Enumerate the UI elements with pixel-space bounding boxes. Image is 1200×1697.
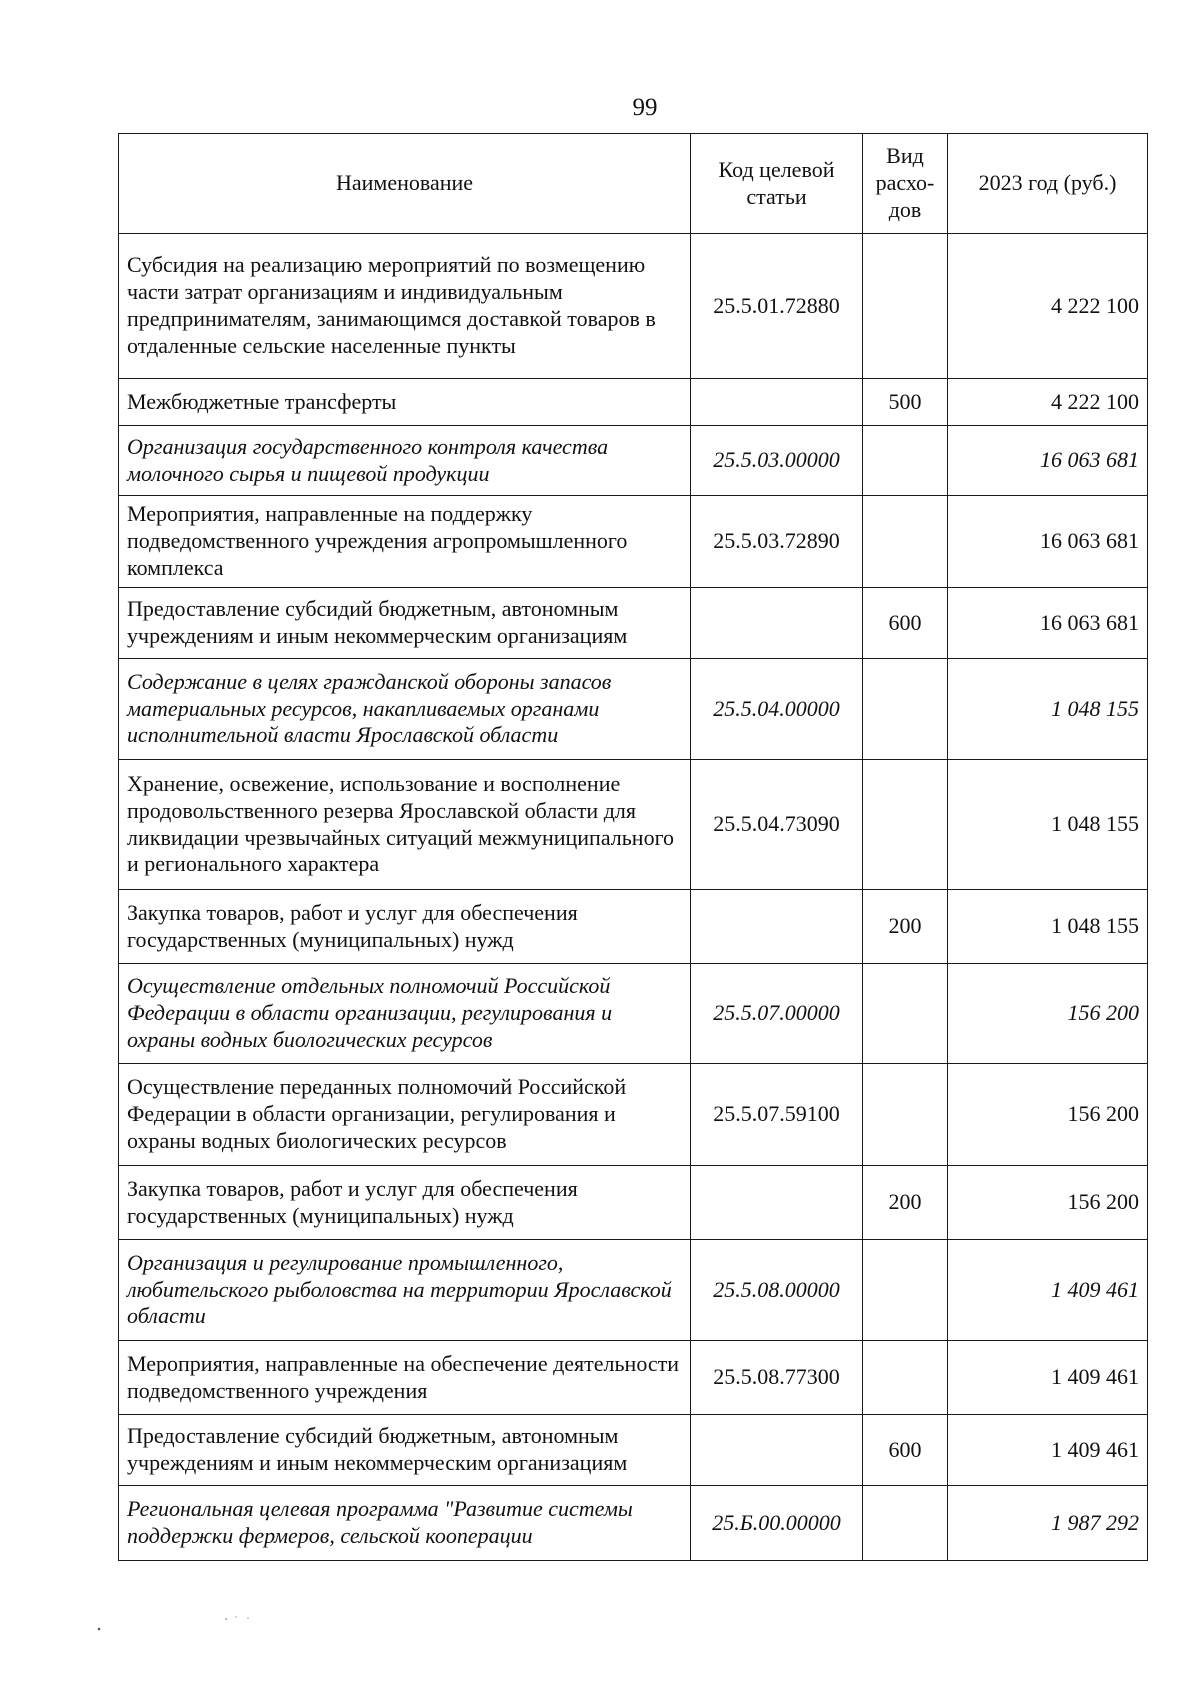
table-row bbox=[119, 1166, 1148, 1240]
header-sum: 2023 год (руб.) bbox=[948, 134, 1148, 234]
cell-name: Предоставление субсидий бюджетным, автономным учреждениям и иным некоммерческим организациям bbox=[119, 1415, 691, 1486]
cell-sum: 16 063 681 bbox=[948, 426, 1148, 496]
cell-name: Межбюджетные трансферты bbox=[119, 379, 691, 426]
cell-kind: 600 bbox=[863, 1415, 948, 1486]
cell-code: 25.5.08.77300 bbox=[691, 1341, 863, 1415]
cell-code bbox=[691, 1166, 863, 1240]
cell-kind bbox=[863, 659, 948, 760]
cell-code: 25.5.04.00000 bbox=[691, 659, 863, 760]
cell-kind bbox=[863, 496, 948, 588]
cell-kind bbox=[863, 1486, 948, 1561]
cell-sum: 156 200 bbox=[948, 964, 1148, 1064]
cell-code: 25.Б.00.00000 bbox=[691, 1486, 863, 1561]
cell-code: 25.5.08.00000 bbox=[691, 1240, 863, 1341]
table-row bbox=[119, 1064, 1148, 1166]
cell-kind: 600 bbox=[863, 588, 948, 659]
table-row bbox=[119, 1486, 1148, 1561]
header-name: Наименование bbox=[119, 134, 691, 234]
cell-sum: 156 200 bbox=[948, 1166, 1148, 1240]
header-code: Код целевой статьи bbox=[691, 134, 863, 234]
cell-kind bbox=[863, 1341, 948, 1415]
cell-kind bbox=[863, 426, 948, 496]
table-row bbox=[119, 964, 1148, 1064]
budget-table bbox=[118, 133, 1148, 1561]
table-row bbox=[119, 234, 1148, 379]
cell-code: 25.5.03.72890 bbox=[691, 496, 863, 588]
cell-name: Предоставление субсидий бюджетным, автономным учреждениям и иным некоммерческим организациям bbox=[119, 588, 691, 659]
cell-name: Организация и регулирование промышленного, любительского рыболовства на территории Ярославской области bbox=[119, 1240, 691, 1341]
cell-sum: 1 048 155 bbox=[948, 659, 1148, 760]
cell-name: Региональная целевая программа "Развитие системы поддержки фермеров, сельской кооперации bbox=[119, 1486, 691, 1561]
cell-name: Осуществление отдельных полномочий Российской Федерации в области организации, регулирования и охраны водных биологических ресурсов bbox=[119, 964, 691, 1064]
cell-sum: 156 200 bbox=[948, 1064, 1148, 1166]
cell-code bbox=[691, 1415, 863, 1486]
cell-sum: 1 048 155 bbox=[948, 890, 1148, 964]
cell-sum: 4 222 100 bbox=[948, 234, 1148, 379]
cell-sum: 1 987 292 bbox=[948, 1486, 1148, 1561]
cell-kind bbox=[863, 1064, 948, 1166]
cell-sum: 16 063 681 bbox=[948, 496, 1148, 588]
cell-name: Закупка товаров, работ и услуг для обеспечения государственных (муниципальных) нужд bbox=[119, 890, 691, 964]
table-row bbox=[119, 426, 1148, 496]
cell-name: Субсидия на реализацию мероприятий по возмещению части затрат организациям и индивидуальным предпринимателям, занимающимся доставкой товаров в отдаленные сельские населенные пункты bbox=[119, 234, 691, 379]
cell-kind bbox=[863, 234, 948, 379]
page-number: 99 bbox=[632, 94, 658, 121]
scan-specks bbox=[96, 1615, 296, 1635]
cell-code bbox=[691, 890, 863, 964]
cell-kind: 200 bbox=[863, 890, 948, 964]
cell-sum: 4 222 100 bbox=[948, 379, 1148, 426]
cell-name: Хранение, освежение, использование и восполнение продовольственного резерва Ярославской области для ликвидации чрезвычайных ситуаций межмуниципального и регионального характера bbox=[119, 760, 691, 890]
header-kind: Вид расхо-дов bbox=[863, 134, 948, 234]
cell-name: Закупка товаров, работ и услуг для обеспечения государственных (муниципальных) нужд bbox=[119, 1166, 691, 1240]
cell-code bbox=[691, 588, 863, 659]
table-row bbox=[119, 1240, 1148, 1341]
table-row bbox=[119, 379, 1148, 426]
cell-name: Организация государственного контроля качества молочного сырья и пищевой продукции bbox=[119, 426, 691, 496]
cell-name: Осуществление переданных полномочий Российской Федерации в области организации, регулирования и охраны водных биологических ресурсов bbox=[119, 1064, 691, 1166]
cell-name: Мероприятия, направленные на обеспечение деятельности подведомственного учреждения bbox=[119, 1341, 691, 1415]
table-header-row bbox=[119, 134, 1148, 234]
cell-code: 25.5.07.00000 bbox=[691, 964, 863, 1064]
cell-kind: 200 bbox=[863, 1166, 948, 1240]
cell-code: 25.5.07.59100 bbox=[691, 1064, 863, 1166]
cell-name: Мероприятия, направленные на поддержку подведомственного учреждения агропромышленного комплекса bbox=[119, 496, 691, 588]
cell-code: 25.5.04.73090 bbox=[691, 760, 863, 890]
cell-sum: 1 409 461 bbox=[948, 1240, 1148, 1341]
cell-code: 25.5.03.00000 bbox=[691, 426, 863, 496]
cell-kind bbox=[863, 1240, 948, 1341]
table-row bbox=[119, 1341, 1148, 1415]
cell-sum: 16 063 681 bbox=[948, 588, 1148, 659]
table-row bbox=[119, 1415, 1148, 1486]
cell-code: 25.5.01.72880 bbox=[691, 234, 863, 379]
table-row bbox=[119, 496, 1148, 588]
cell-kind bbox=[863, 964, 948, 1064]
table-row bbox=[119, 890, 1148, 964]
cell-kind bbox=[863, 760, 948, 890]
table-row bbox=[119, 659, 1148, 760]
cell-sum: 1 048 155 bbox=[948, 760, 1148, 890]
cell-sum: 1 409 461 bbox=[948, 1341, 1148, 1415]
cell-sum: 1 409 461 bbox=[948, 1415, 1148, 1486]
cell-code bbox=[691, 379, 863, 426]
table-row bbox=[119, 760, 1148, 890]
cell-kind: 500 bbox=[863, 379, 948, 426]
cell-name: Содержание в целях гражданской обороны запасов материальных ресурсов, накапливаемых органами исполнительной власти Ярославской области bbox=[119, 659, 691, 760]
table-row bbox=[119, 588, 1148, 659]
